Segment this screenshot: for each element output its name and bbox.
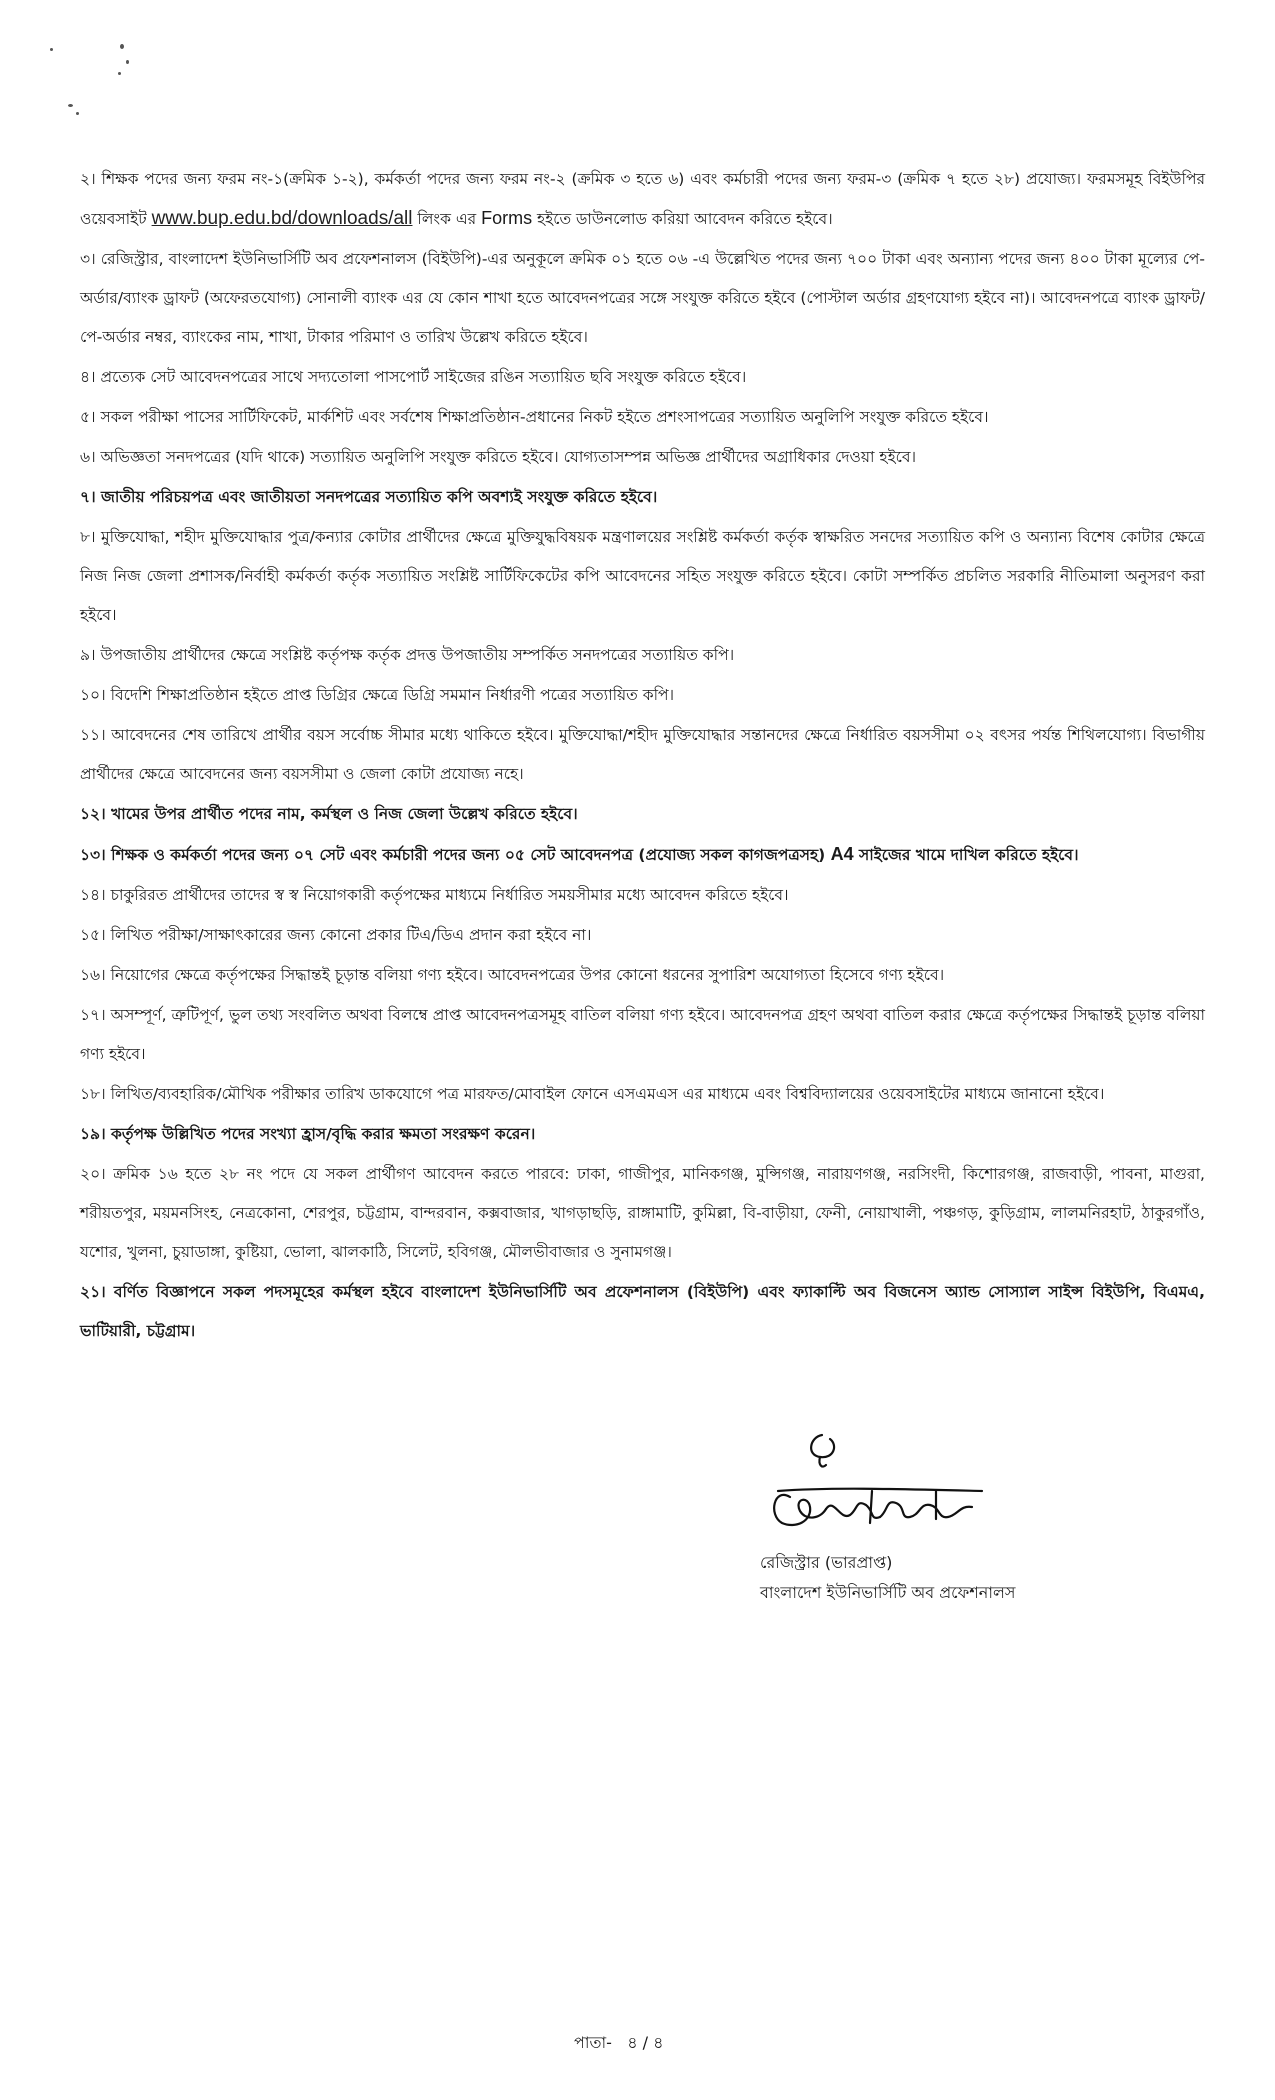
- instruction-item-10: ১০। বিদেশি শিক্ষাপ্রতিষ্ঠান হইতে প্রাপ্ত ডিগ্রির ক্ষেত্রে ডিগ্রি সমমান নির্ধারণী পত্রের সত্যায়িত কপি।: [80, 686, 675, 704]
- instruction-item-19: ১৯। কর্তৃপক্ষ উল্লিখিত পদের সংখ্যা হ্রাস/বৃদ্ধি করার ক্ষমতা সংরক্ষণ করেন।: [80, 1125, 536, 1143]
- instruction-item-4: ৪। প্রত্যেক সেট আবেদনপত্রের সাথে সদ্যতোলা পাসপোর্ট সাইজের রঙিন সত্যায়িত ছবি সংযুক্ত করিতে হইবে।: [80, 368, 747, 386]
- page-label: পাতা-: [574, 2033, 612, 2052]
- page-footer: [574, 2030, 664, 2057]
- instructions-list: [80, 160, 1205, 1352]
- instruction-item-20: ২০। ক্রমিক ১৬ হতে ২৮ নং পদে যে সকল প্রার্থীগণ আবেদন করতে পারবে: ঢাকা, গাজীপুর, মানিকগঞ্জ, মুন্সিগঞ্জ, নারায়ণগঞ্জ, নরসিংদী, কিশোরগঞ্জ, রাজবাড়ী, পাবনা, মাগুরা, শরীয়তপুর, ময়মনসিংহ, নেত্রকোনা, শেরপুর, চট্টগ্রাম, বান্দরবান, কক্সবাজার, খাগড়াছড়ি, রাঙ্গামাটি, কুমিল্লা, বি-বাড়ীয়া, ফেনী, নোয়াখালী, পঞ্চগড়, কুড়িগ্রাম, লালমনিরহাট, ঠাকুরগাঁও, যশোর, খুলনা, চুয়াডাঙ্গা, কুষ্টিয়া, ভোলা, ঝালকাঠি, সিলেট, হবিগঞ্জ, মৌলভীবাজার ও সুনামগঞ্জ।: [80, 1165, 1205, 1261]
- handwritten-signature: [760, 1425, 990, 1540]
- instruction-item-12: ১২। খামের উপর প্রার্থীত পদের নাম, কর্মস্থল ও নিজ জেলা উল্লেখ করিতে হইবে।: [80, 805, 578, 823]
- instruction-item-11: ১১। আবেদনের শেষ তারিখে প্রার্থীর বয়স সর্বোচ্চ সীমার মধ্যে থাকিতে হইবে। মুক্তিযোদ্ধা/শহীদ মুক্তিযোদ্ধার সন্তানদের ক্ষেত্রে নির্ধারিত বয়সসীমা ০২ বৎসর পর্যন্ত শিথিলযোগ্য। বিভাগীয় প্রার্থীদের ক্ষেত্রে আবেদনের জন্য বয়সসীমা ও জেলা কোটা প্রযোজ্য নহে।: [80, 726, 1205, 783]
- signatory-block: [760, 1548, 1015, 1608]
- instruction-item-17: ১৭। অসম্পূর্ণ, ত্রুটিপূর্ণ, ভুল তথ্য সংবলিত অথবা বিলম্বে প্রাপ্ত আবেদনপত্রসমূহ বাতিল বলিয়া গণ্য হইবে। আবেদনপত্র গ্রহণ অথবা বাতিল করার ক্ষেত্রে কর্তৃপক্ষের সিদ্ধান্তই চূড়ান্ত বলিয়া গণ্য হইবে।: [80, 1006, 1205, 1063]
- scan-specks: [40, 40, 160, 130]
- instruction-item-15: ১৫। লিখিত পরীক্ষা/সাক্ষাৎকারের জন্য কোনো প্রকার টিএ/ডিএ প্রদান করা হইবে না।: [80, 926, 592, 944]
- instruction-item-9: ৯। উপজাতীয় প্রার্থীদের ক্ষেত্রে সংশ্লিষ্ট কর্তৃপক্ষ কর্তৃক প্রদত্ত উপজাতীয় সম্পর্কিত সনদপত্রের সত্যায়িত কপি।: [80, 646, 735, 664]
- instruction-item-14: ১৪। চাকুরিরত প্রার্থীদের তাদের স্ব স্ব নিয়োগকারী কর্তৃপক্ষের মাধ্যমে নির্ধারিত সময়সীমার মধ্যে আবেদন করিতে হইবে।: [80, 886, 789, 904]
- signatory-organization: বাংলাদেশ ইউনিভার্সিটি অব প্রফেশনালস: [760, 1583, 1016, 1602]
- instruction-item-21: ২১। বর্ণিত বিজ্ঞাপনে সকল পদসমূহের কর্মস্থল হইবে বাংলাদেশ ইউনিভার্সিটি অব প্রফেশনালস (বিইউপি) এবং ফ্যাকাল্টি অব বিজনেস অ্যান্ড সোস্যাল সাইন্স বিইউপি, বিএমএ, ভাটিয়ারী, চট্টগ্রাম।: [80, 1283, 1205, 1340]
- instruction-item-8: ৮। মুক্তিযোদ্ধা, শহীদ মুক্তিযোদ্ধার পুত্র/কন্যার কোটার প্রার্থীদের ক্ষেত্রে মুক্তিযুদ্ধবিষয়ক মন্ত্রণালয়ের সংশ্লিষ্ট কর্মকর্তা কর্তৃক স্বাক্ষরিত সনদের সত্যায়িত কপি ও অন্যান্য বিশেষ কোটার ক্ষেত্রে নিজ নিজ জেলা প্রশাসক/নির্বাহী কর্মকর্তা কর্তৃক সত্যায়িত সংশ্লিষ্ট সার্টিফিকেটের কপি আবেদনের সহিত সংযুক্ত করিতে হইবে। কোটা সম্পর্কিত প্রচলিত সরকারি নীতিমালা অনুসরণ করা হইবে।: [80, 528, 1205, 624]
- instruction-item-18: ১৮। লিখিত/ব্যবহারিক/মৌখিক পরীক্ষার তারিখ ডাকযোগে পত্র মারফত/মোবাইল ফোনে এসএমএস এর মাধ্যমে এবং বিশ্ববিদ্যালয়ের ওয়েবসাইটের মাধ্যমে জানানো হইবে।: [80, 1085, 1105, 1103]
- instruction-item-5: ৫। সকল পরীক্ষা পাসের সার্টিফিকেট, মার্কশিট এবং সর্বশেষ শিক্ষাপ্রতিষ্ঠান-প্রধানের নিকট হইতে প্রশংসাপত্রের সত্যায়িত অনুলিপি সংযুক্ত করিতে হইবে।: [80, 408, 989, 426]
- instruction-item-2: ২। শিক্ষক পদের জন্য ফরম নং-১(ক্রমিক ১-২), কর্মকর্তা পদের জন্য ফরম নং-২ (ক্রমিক ৩ হতে ৬) এবং কর্মচারী পদের জন্য ফরম-৩ (ক্রমিক ৭ হতে ২৮) প্রযোজ্য। ফরমসমূহ বিইউপির ওয়েবসাইট www.bup.edu.bd/downloads/all লিংক এর Forms হইতে ডাউনলোড করিয়া আবেদন করিতে হইবে।: [80, 170, 1205, 229]
- downloads-link[interactable]: www.bup.edu.bd/downloads/all: [151, 208, 413, 229]
- instruction-item-16: ১৬। নিয়োগের ক্ষেত্রে কর্তৃপক্ষের সিদ্ধান্তই চূড়ান্ত বলিয়া গণ্য হইবে। আবেদনপত্রের উপর কোনো ধরনের সুপারিশ অযোগ্যতা হিসেবে গণ্য হইবে।: [80, 966, 945, 984]
- instruction-item-7: ৭। জাতীয় পরিচয়পত্র এবং জাতীয়তা সনদপত্রের সত্যায়িত কপি অবশ্যই সংযুক্ত করিতে হইবে।: [80, 488, 658, 506]
- instruction-item-13: ১৩। শিক্ষক ও কর্মকর্তা পদের জন্য ০৭ সেট এবং কর্মচারী পদের জন্য ০৫ সেট আবেদনপত্র (প্রযোজ্য সকল কাগজপত্রসহ) A4 সাইজের খামে দাখিল করিতে হইবে।: [80, 844, 1079, 864]
- instruction-item-3: ৩। রেজিস্ট্রার, বাংলাদেশ ইউনিভার্সিটি অব প্রফেশনালস (বিইউপি)-এর অনুকূলে ক্রমিক ০১ হতে ০৬ -এ উল্লেখিত পদের জন্য ৭০০ টাকা এবং অন্যান্য পদের জন্য ৪০০ টাকা মূল্যের পে-অর্ডার/ব্যাংক ড্রাফট (অফেরতযোগ্য) সোনালী ব্যাংক এর যে কোন শাখা হতে আবেদনপত্রের সঙ্গে সংযুক্ত করিতে হইবে (পোস্টাল অর্ডার গ্রহণযোগ্য হইবে না)। আবেদনপত্রে ব্যাংক ড্রাফট/পে-অর্ডার নম্বর, ব্যাংকের নাম, শাখা, টাকার পরিমাণ ও তারিখ উল্লেখ করিতে হইবে।: [80, 250, 1205, 346]
- signatory-designation: রেজিস্ট্রার (ভারপ্রাপ্ত): [760, 1553, 893, 1572]
- page-number: ৪ / ৪: [627, 2033, 664, 2052]
- instruction-item-6: ৬। অভিজ্ঞতা সনদপত্রের (যদি থাকে) সত্যায়িত অনুলিপি সংযুক্ত করিতে হইবে। যোগ্যতাসম্পন্ন অভিজ্ঞ প্রার্থীদের অগ্রাধিকার দেওয়া হইবে।: [80, 448, 917, 466]
